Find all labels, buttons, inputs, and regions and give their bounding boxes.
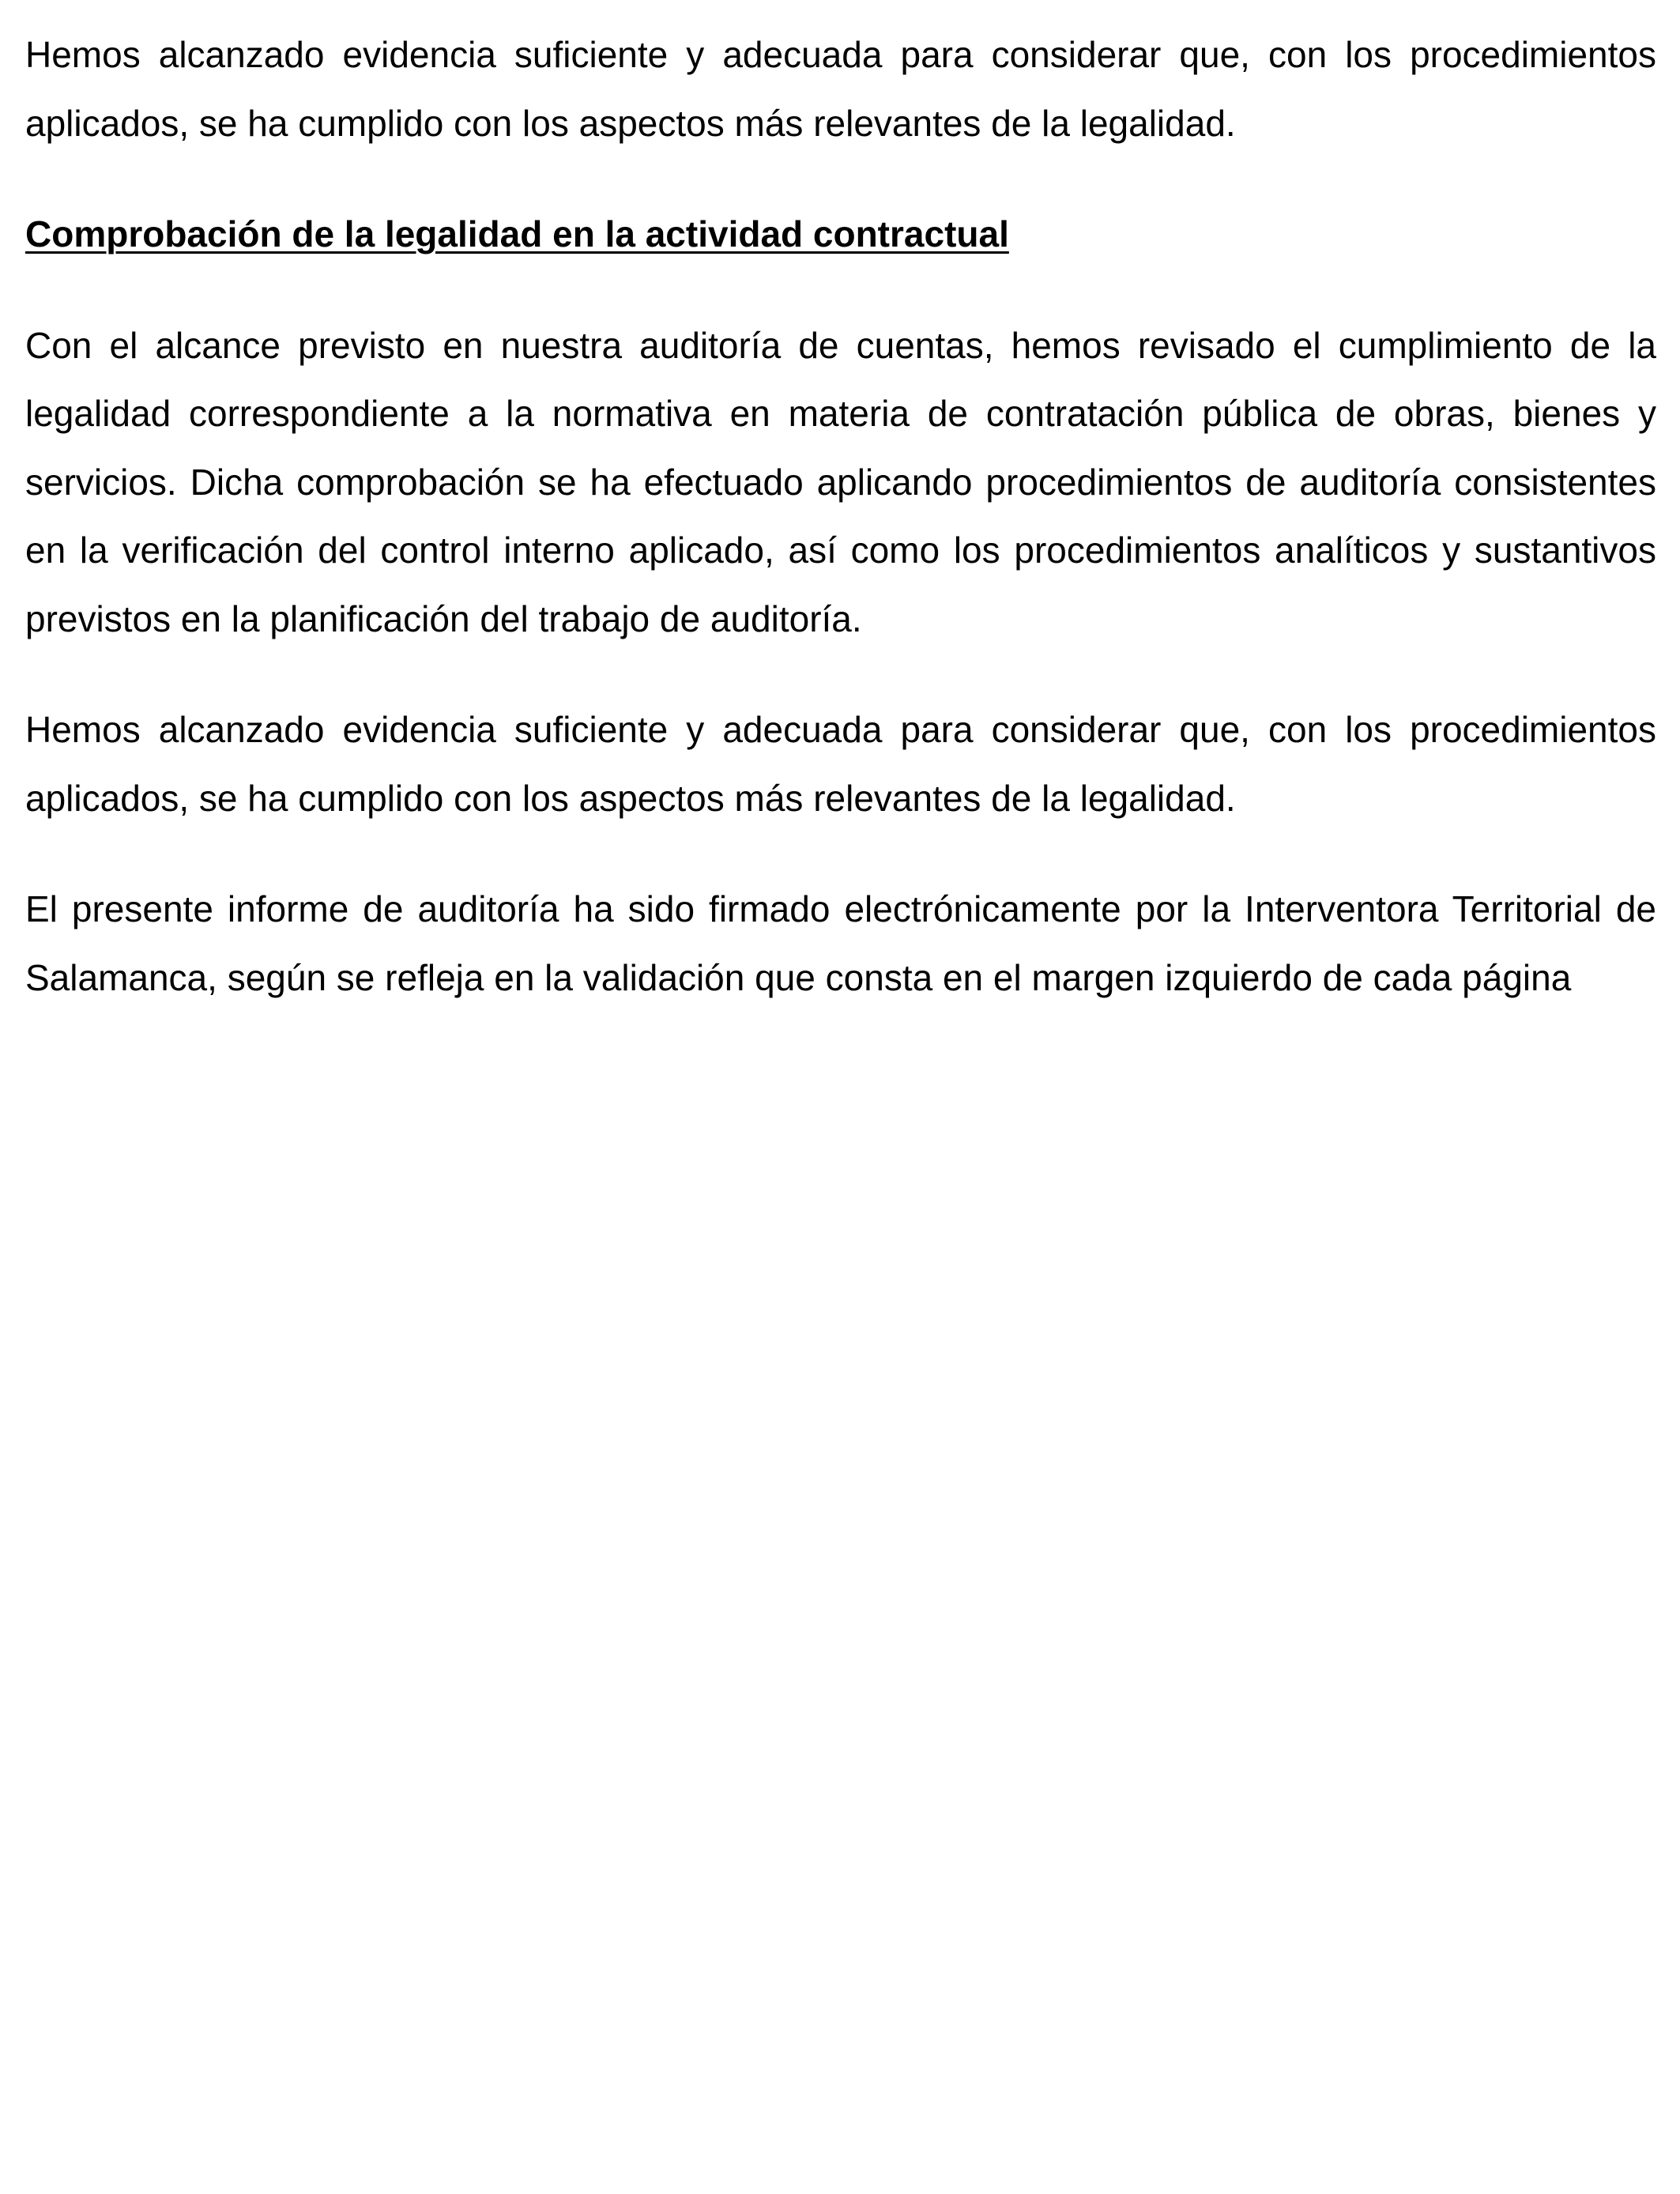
paragraph-contract-review: Con el alcance previsto en nuestra auditoría de cuentas, hemos revisado el cumplimiento de la legalidad correspondiente a la normativa en materia de contratación pública de obras, bienes y servicios. Dicha comprobación se ha efectuado aplicando procedimientos de auditoría consistentes en la verificación del control interno aplicado, así como los procedimientos analíticos y sustantivos previstos en la planificación del trabajo de auditoría. bbox=[25, 324, 1656, 639]
paragraph-contract-conclusion: Hemos alcanzado evidencia suficiente y adecuada para considerar que, con los procedimientos aplicados, se ha cumplido con los aspectos más relevantes de la legalidad. bbox=[25, 709, 1656, 819]
document-body bbox=[25, 21, 1656, 1054]
paragraph-signature-note: El presente informe de auditoría ha sido firmado electrónicamente por la Interventora Territorial de Salamanca, según se refleja en la validación que consta en el margen izquierdo de cada página bbox=[25, 888, 1656, 998]
section-heading: Comprobación de la legalidad en la actividad contractual bbox=[25, 213, 1009, 254]
paragraph-legality-conclusion: Hemos alcanzado evidencia suficiente y adecuada para considerar que, con los procedimientos aplicados, se ha cumplido con los aspectos más relevantes de la legalidad. bbox=[25, 34, 1656, 144]
